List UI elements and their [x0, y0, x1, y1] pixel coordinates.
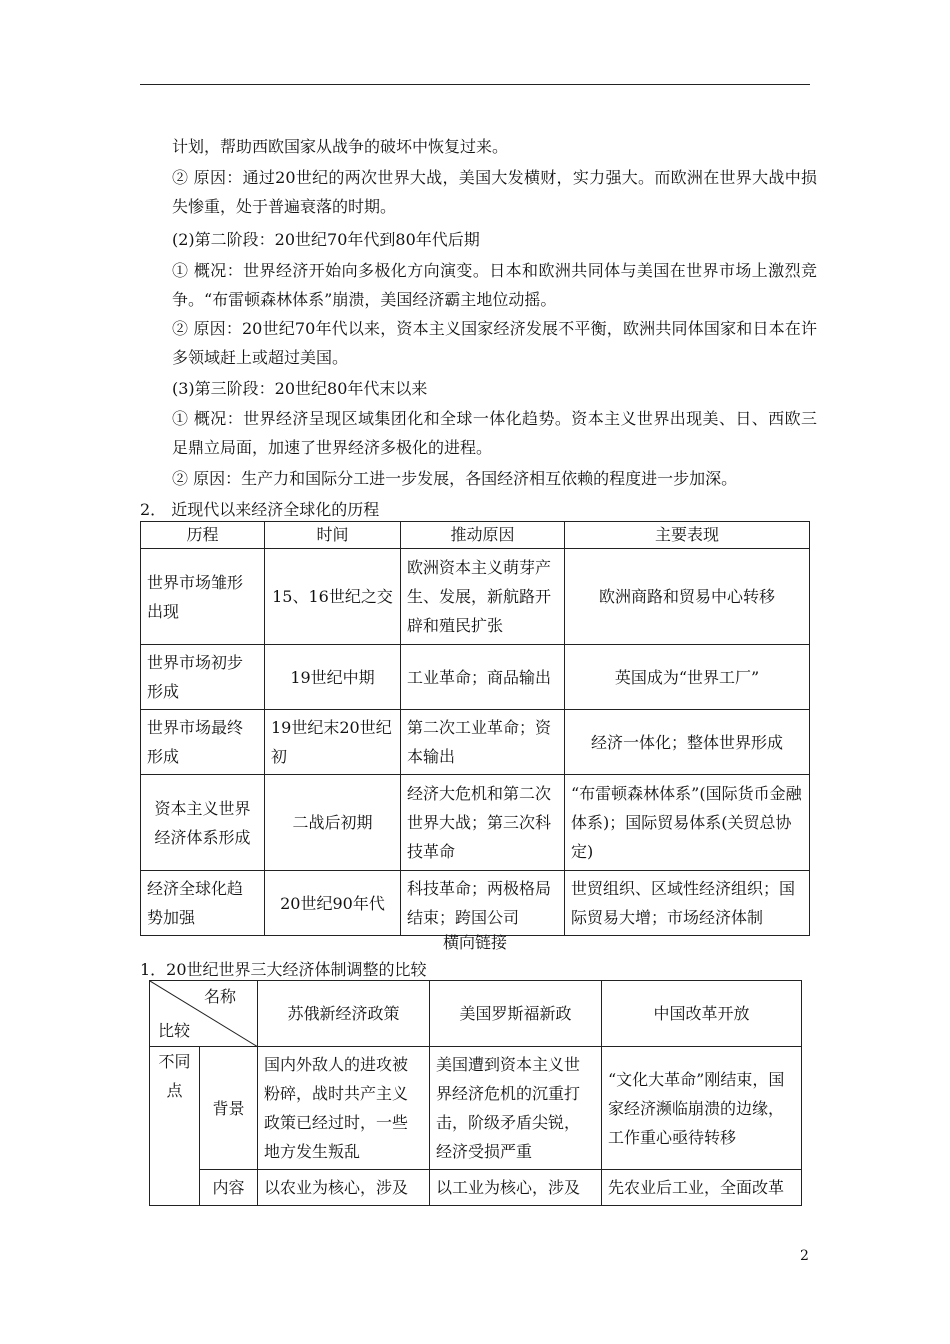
paragraph-1: 计划，帮助西欧国家从战争的破坏中恢复过来。	[172, 137, 509, 156]
column-header: 中国改革开放	[602, 981, 802, 1047]
group-label: 不同点	[150, 1047, 200, 1206]
table-row	[141, 775, 810, 871]
table-row	[141, 549, 810, 645]
table-cell: 以农业为核心，涉及	[258, 1170, 430, 1206]
corner-bottom-label: 比较	[158, 1021, 191, 1040]
table-header: 历程	[141, 522, 265, 549]
table-cell: 世界市场雏形出现	[141, 549, 265, 645]
paragraph-7: ① 概况：世界经济呈现区域集团化和全球一体化趋势。资本主义世界出现美、日、西欧三足鼎立局面，加速了世界经济多极化的进程。	[172, 409, 817, 457]
table-cell: 20世纪90年代	[265, 871, 401, 936]
table-cell: 二战后初期	[265, 775, 401, 871]
comparison-row	[150, 1170, 802, 1206]
table-cell: 世界市场最终形成	[141, 710, 265, 775]
paragraph-6: (3)第三阶段：20世纪80年代末以来	[172, 379, 428, 398]
table-cell: 第二次工业革命；资本输出	[401, 710, 565, 775]
table-cell: 以工业为核心，涉及	[430, 1170, 602, 1206]
header-rule	[140, 84, 810, 85]
table-cell: 19世纪中期	[265, 645, 401, 710]
table-header: 推动原因	[401, 522, 565, 549]
row-label: 内容	[200, 1170, 258, 1206]
lateral-link-title: 横向链接	[442, 933, 507, 952]
corner-top-label: 名称	[204, 987, 237, 1006]
table-header-row	[141, 522, 810, 549]
comparison-row	[150, 1047, 802, 1170]
section-heading-2: 2． 近现代以来经济全球化的历程	[140, 500, 380, 519]
table-cell: 科技革命；两极格局结束；跨国公司	[401, 871, 565, 936]
column-header: 美国罗斯福新政	[430, 981, 602, 1047]
table-header: 主要表现	[565, 522, 810, 549]
table-row	[141, 645, 810, 710]
table-cell: 经济一体化；整体世界形成	[565, 710, 810, 775]
table-cell: 欧洲资本主义萌芽产生、发展，新航路开辟和殖民扩张	[401, 549, 565, 645]
table-cell: 国内外敌人的进攻被粉碎，战时共产主义政策已经过时，一些地方发生叛乱	[258, 1047, 430, 1170]
table-cell: 资本主义世界经济体系形成	[141, 775, 265, 871]
table-cell: “布雷顿森林体系”(国际货币金融体系)；国际贸易体系(关贸总协定)	[565, 775, 810, 871]
paragraph-3: (2)第二阶段：20世纪70年代到80年代后期	[172, 230, 480, 249]
paragraph-5: ② 原因：20世纪70年代以来，资本主义国家经济发展不平衡，欧洲共同体国家和日本在许多领域赶上或超过美国。	[172, 319, 817, 367]
table-cell: 先农业后工业，全面改革	[602, 1170, 802, 1206]
table-cell: 世界市场初步形成	[141, 645, 265, 710]
table-cell: 美国遭到资本主义世界经济危机的沉重打击，阶级矛盾尖锐，经济受损严重	[430, 1047, 602, 1170]
row-label: 背景	[200, 1047, 258, 1170]
paragraph-8: ② 原因：生产力和国际分工进一步发展，各国经济相互依赖的程度进一步加深。	[172, 469, 738, 488]
table-cell: 工业革命；商品输出	[401, 645, 565, 710]
table-cell: 19世纪末20世纪初	[265, 710, 401, 775]
globalization-table	[140, 521, 810, 936]
paragraph-4: ① 概况：世界经济开始向多极化方向演变。日本和欧洲共同体与美国在世界市场上激烈竞争。“布雷顿森林体系”崩溃，美国经济霸主地位动摇。	[172, 261, 817, 309]
section-heading-3: 1．20世纪世界三大经济体制调整的比较	[140, 960, 427, 979]
corner-cell	[150, 981, 258, 1047]
paragraph-2: ② 原因：通过20世纪的两次世界大战，美国大发横财，实力强大。而欧洲在世界大战中损失惨重，处于普遍衰落的时期。	[172, 168, 817, 216]
table-row	[141, 871, 810, 936]
table-cell: 世贸组织、区域性经济组织；国际贸易大增；市场经济体制	[565, 871, 810, 936]
table-cell: “文化大革命”刚结束，国家经济濒临崩溃的边缘，工作重心亟待转移	[602, 1047, 802, 1170]
comparison-header-row	[150, 981, 802, 1047]
table-cell: 欧洲商路和贸易中心转移	[565, 549, 810, 645]
page-number: 2	[800, 1248, 809, 1264]
table-cell: 15、16世纪之交	[265, 549, 401, 645]
table-header: 时间	[265, 522, 401, 549]
table-row	[141, 710, 810, 775]
column-header: 苏俄新经济政策	[258, 981, 430, 1047]
comparison-table	[149, 980, 802, 1206]
table-cell: 经济全球化趋势加强	[141, 871, 265, 936]
table-cell: 经济大危机和第二次世界大战；第三次科技革命	[401, 775, 565, 871]
table-cell: 英国成为“世界工厂”	[565, 645, 810, 710]
